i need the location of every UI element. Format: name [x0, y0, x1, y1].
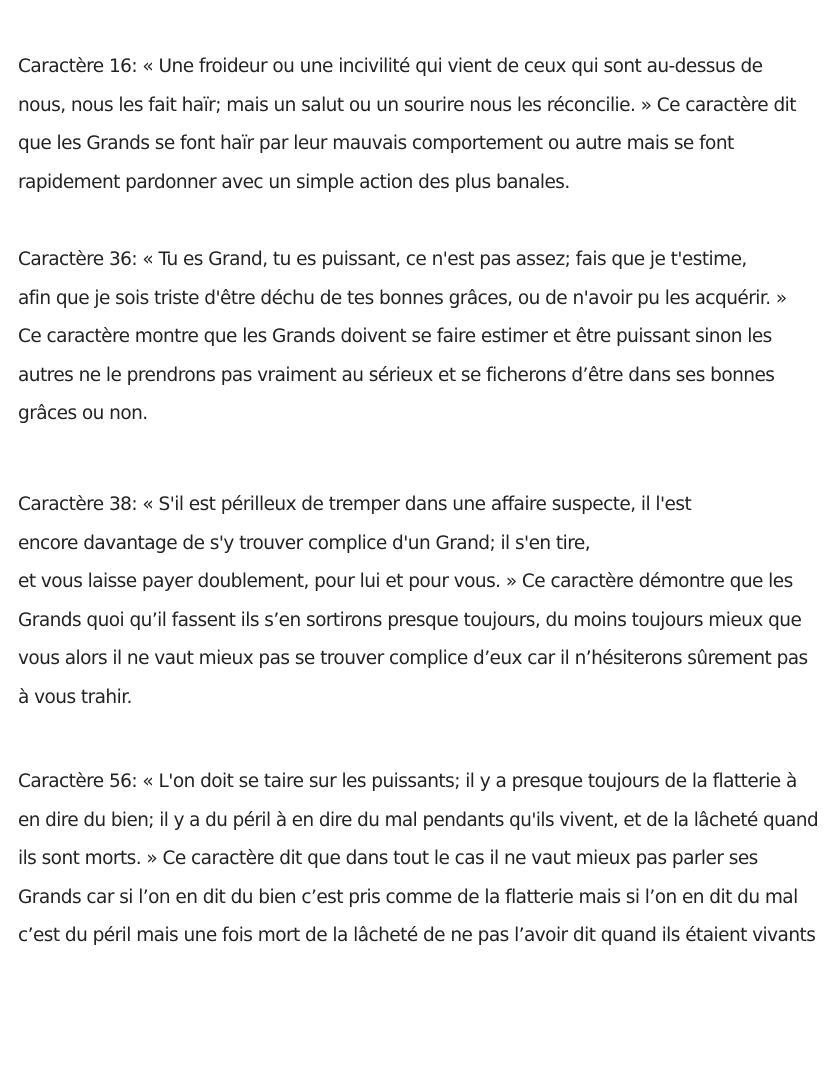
- paragraph-line: nous, nous les fait haïr; mais un salut ou un sourire nous les réconcilie. » Ce caractère dit: [18, 94, 796, 116]
- paragraph-line: Grands quoi qu’il fassent ils s’en sortirons presque toujours, du moins toujours mieux que: [18, 609, 802, 631]
- paragraph-caractere-36: [18, 241, 818, 434]
- paragraph-line: afin que je sois triste d'être déchu de tes bonnes grâces, ou de n'avoir pu les acquérir. »: [18, 287, 787, 309]
- paragraph-text: « L'on doit se taire sur les puissants; il y a presque toujours de la flatterie à: [137, 771, 797, 792]
- paragraph-line: vous alors il ne vaut mieux pas se trouver complice d’eux car il n’hésiterons sûrement pas: [18, 648, 808, 669]
- paragraph-text: « Une froideur ou une incivilité qui vient de ceux qui sont au-dessus de: [137, 56, 763, 77]
- paragraph-caractere-38: [18, 486, 818, 717]
- paragraph-line: encore davantage de s'y trouver complice d'un Grand; il s'en tire,: [18, 532, 591, 554]
- paragraph-line: rapidement pardonner avec un simple action des plus banales.: [18, 171, 570, 193]
- paragraph-line: Ce caractère montre que les Grands doivent se faire estimer et être puissant sinon les: [18, 326, 772, 347]
- paragraph-line: ils sont morts. » Ce caractère dit que dans tout le cas il ne vaut mieux pas parler ses: [18, 848, 758, 869]
- paragraph-caractere-56: [18, 763, 818, 956]
- caractere-label: Caractère 56:: [18, 763, 137, 802]
- paragraph-line: [18, 48, 818, 87]
- paragraph-line: à vous trahir.: [18, 686, 132, 708]
- paragraph-line: et vous laisse payer doublement, pour lui et pour vous. » Ce caractère démontre que les: [18, 571, 793, 592]
- paragraph-text: « S'il est périlleux de tremper dans une affaire suspecte, il l'est: [137, 494, 692, 515]
- paragraph-line: grâces ou non.: [18, 403, 148, 424]
- paragraph-line: autres ne le prendrons pas vraiment au sérieux et se ficherons d’être dans ses bonnes: [18, 364, 775, 386]
- paragraph-text: « Tu es Grand, tu es puissant, ce n'est pas assez; fais que je t'estime,: [137, 249, 747, 270]
- paragraph-line: que les Grands se font haïr par leur mauvais comportement ou autre mais se font: [18, 133, 734, 154]
- paragraph-line: c’est du péril mais une fois mort de la lâcheté de ne pas l’avoir dit quand ils étaient vivants: [18, 925, 816, 946]
- paragraph-caractere-16: [18, 48, 818, 202]
- caractere-label: Caractère 16:: [18, 48, 137, 87]
- caractere-label: Caractère 38:: [18, 486, 137, 525]
- paragraph-line: [18, 241, 818, 280]
- paragraph-line: [18, 486, 818, 525]
- paragraph-line: [18, 763, 818, 802]
- paragraph-line: en dire du bien; il y a du péril à en dire du mal pendants qu'ils vivent, et de la lâcheté quand: [18, 809, 819, 831]
- paragraph-line: Grands car si l’on en dit du bien c’est pris comme de la flatterie mais si l’on en dit du mal: [18, 886, 798, 908]
- caractere-label: Caractère 36:: [18, 241, 137, 280]
